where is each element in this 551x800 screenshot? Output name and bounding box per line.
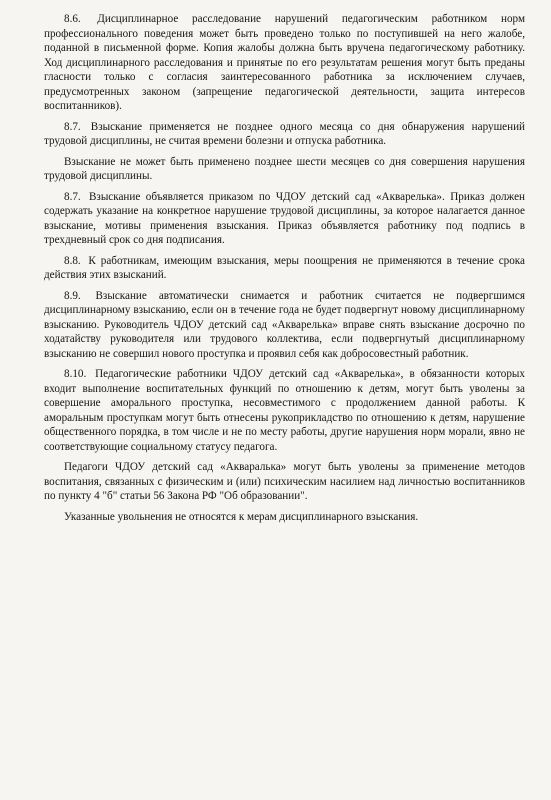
paragraph-8-7-second [44, 190, 525, 248]
paragraph-dismissal-note [44, 510, 525, 525]
paragraph-penalty-deadline [44, 155, 525, 184]
paragraph-text: Педагогические работники ЧДОУ детский сад «Акварелька», в обязанности которых входит выполнение воспитательных функций по отношению к детям, могут быть уволены за совершение аморального проступка, несовместимого с продолжением данной работы. К аморальным проступкам могут быть отнесены рукоприкладство по отношению к детям, нарушение общественного порядка, в том числе и не по месту работы, другие нарушения норм морали, явно не соответствующие социальному статусу педагога. [44, 368, 525, 453]
paragraph-text: Дисциплинарное расследование нарушений педагогическим работником норм профессионального поведения может быть проведено только по поступившей на него жалобе, поданной в письменной форме. Копия жалобы должна быть вручена педагогическому работнику. Ход дисциплинарного расследования и принятые по его результатам решения могут быть преданы гласности только с согласия заинтересованного работника за исключением случаев, предусмотренных законом (запрещение педагогической деятельности, защита интересов воспитанников). [44, 13, 525, 112]
paragraph-text: К работникам, имеющим взыскания, меры поощрения не применяются в течение срока действия этих взысканий. [44, 254, 525, 281]
paragraph-number: 8.8. [64, 254, 81, 267]
paragraph-number: 8.7. [64, 120, 81, 133]
paragraph-text: Указанные увольнения не относятся к мерам дисциплинарного взыскания. [64, 510, 419, 523]
paragraph-number: 8.7. [64, 190, 81, 203]
paragraph-text: Педагоги ЧДОУ детский сад «Акваралька» могут быть уволены за применение методов воспитания, связанных с физическим и (или) психическим насилием над личностью воспитанников по пункту 4 "б" статьи 56 Закона РФ "Об образовании". [44, 461, 525, 502]
paragraph-number: 8.6. [64, 13, 81, 25]
paragraph-number: 8.10. [64, 368, 87, 380]
paragraph-8-9 [44, 289, 525, 362]
paragraph-text: Взыскание не может быть применено позднее шести месяцев со дня совершения нарушения трудовой дисциплины. [44, 155, 525, 182]
paragraph-8-10 [44, 367, 525, 454]
paragraph-teacher-dismissal [44, 460, 525, 504]
paragraph-text: Взыскание автоматически снимается и работник считается не подвергшимся дисциплинарному взысканию, если он в течение года не будет подвергнут новому дисциплинарному взысканию. Руководитель ЧДОУ детский сад «Акварелька» вправе снять взыскание досрочно по ходатайству руководителя или трудового коллектива, если подвергнутый дисциплинарному взысканию не совершил нового проступка и проявил себя как добросовестный работник. [44, 289, 525, 360]
paragraph-text: Взыскание объявляется приказом по ЧДОУ детский сад «Акварелька». Приказ должен содержать указание на конкретное нарушение трудовой дисциплины, за которое налагается данное взыскание, мотивы применения взыскания. Приказ объявляется работнику под подпись в трехдневный срок со дня подписания. [44, 190, 525, 246]
paragraph-number: 8.9. [64, 289, 81, 302]
paragraph-8-8 [44, 254, 525, 283]
paragraph-8-7-first [44, 120, 525, 149]
paragraph-text: Взыскание применяется не позднее одного месяца со дня обнаружения нарушений трудовой дисциплины, не считая времени болезни и отпуска работника. [44, 120, 525, 147]
paragraph-8-6 [44, 12, 525, 114]
